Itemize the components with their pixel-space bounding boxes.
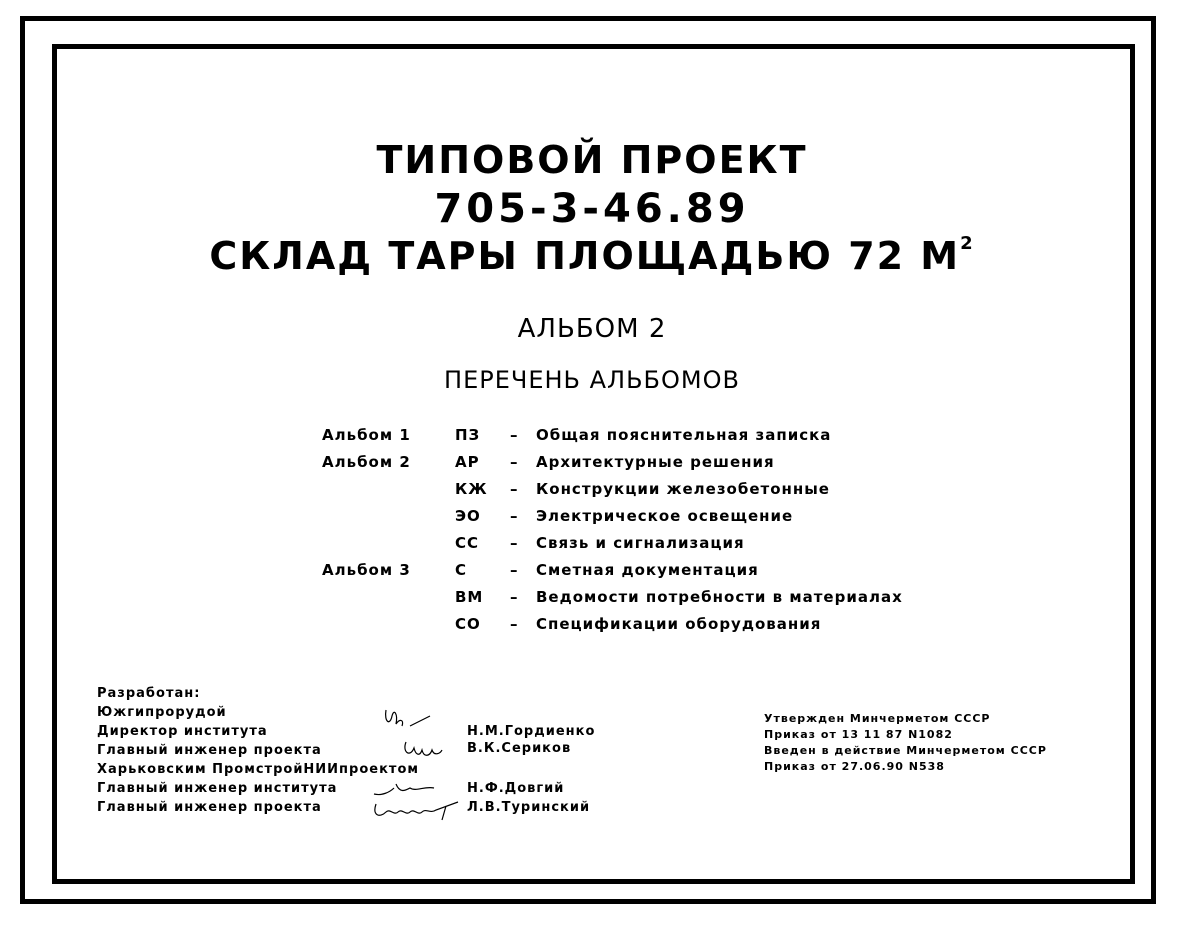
album-dash: – — [510, 453, 519, 471]
album-code: АР — [455, 453, 480, 471]
album-desc: Электрическое освещение — [536, 507, 794, 525]
album-label: Альбом 3 — [322, 561, 411, 579]
album-heading: АЛЬБОМ 2 — [517, 314, 667, 344]
proj-chief-name: Л.В.Туринский — [467, 800, 591, 815]
album-dash: – — [510, 426, 519, 444]
album-label: Альбом 2 — [322, 453, 411, 471]
inst-chief-name: Н.Ф.Довгий — [467, 781, 565, 796]
album-code: КЖ — [455, 480, 488, 498]
album-dash: – — [510, 588, 519, 606]
signature-chief-engineer — [400, 738, 450, 766]
signature-director — [378, 704, 438, 740]
project-name-text: СКЛАД ТАРЫ ПЛОЩАДЬЮ 72 М — [209, 234, 961, 278]
album-code: ВМ — [455, 588, 484, 606]
album-dash: – — [510, 507, 519, 525]
album-dash: – — [510, 561, 519, 579]
org-name-2: Харьковским ПромстройНИИпроектом — [97, 762, 420, 777]
album-desc: Связь и сигнализация — [536, 534, 745, 552]
album-code: СО — [455, 615, 481, 633]
proj-chief-role: Главный инженер проекта — [97, 800, 322, 815]
project-number: 705-3-46.89 — [434, 186, 750, 232]
inst-chief-role: Главный инженер института — [97, 781, 338, 796]
album-code: С — [455, 561, 468, 579]
title-line-1: ТИПОВОЙ ПРОЕКТ — [376, 138, 808, 182]
album-desc: Общая пояснительная записка — [536, 426, 832, 444]
approval-line-2: Приказ от 13 11 87 N1082 — [764, 728, 953, 741]
approval-line-4: Приказ от 27.06.90 N538 — [764, 760, 945, 773]
album-dash: – — [510, 615, 519, 633]
album-desc: Ведомости потребности в материалах — [536, 588, 903, 606]
list-heading: ПЕРЕЧЕНЬ АЛЬБОМОВ — [444, 366, 740, 394]
director-name: Н.М.Гордиенко — [467, 724, 596, 739]
album-desc: Архитектурные решения — [536, 453, 775, 471]
album-desc: Спецификации оборудования — [536, 615, 822, 633]
signature-proj-chief — [370, 796, 462, 824]
album-code: ЭО — [455, 507, 481, 525]
album-label: Альбом 1 — [322, 426, 411, 444]
album-code: ПЗ — [455, 426, 481, 444]
album-desc: Конструкции железобетонные — [536, 480, 830, 498]
album-desc: Сметная документация — [536, 561, 759, 579]
album-dash: – — [510, 534, 519, 552]
approval-line-1: Утвержден Минчерметом СССР — [764, 712, 991, 725]
chief-engineer-role: Главный инженер проекта — [97, 743, 322, 758]
album-dash: – — [510, 480, 519, 498]
approval-line-3: Введен в действие Минчерметом СССР — [764, 744, 1047, 757]
area-unit-sup: 2 — [960, 233, 975, 255]
org-name-1: Южгипрорудой — [97, 705, 227, 720]
developed-by-label: Разработан: — [97, 686, 201, 701]
director-role: Директор института — [97, 724, 268, 739]
album-code: СС — [455, 534, 480, 552]
chief-engineer-name: В.К.Сериков — [467, 741, 572, 756]
